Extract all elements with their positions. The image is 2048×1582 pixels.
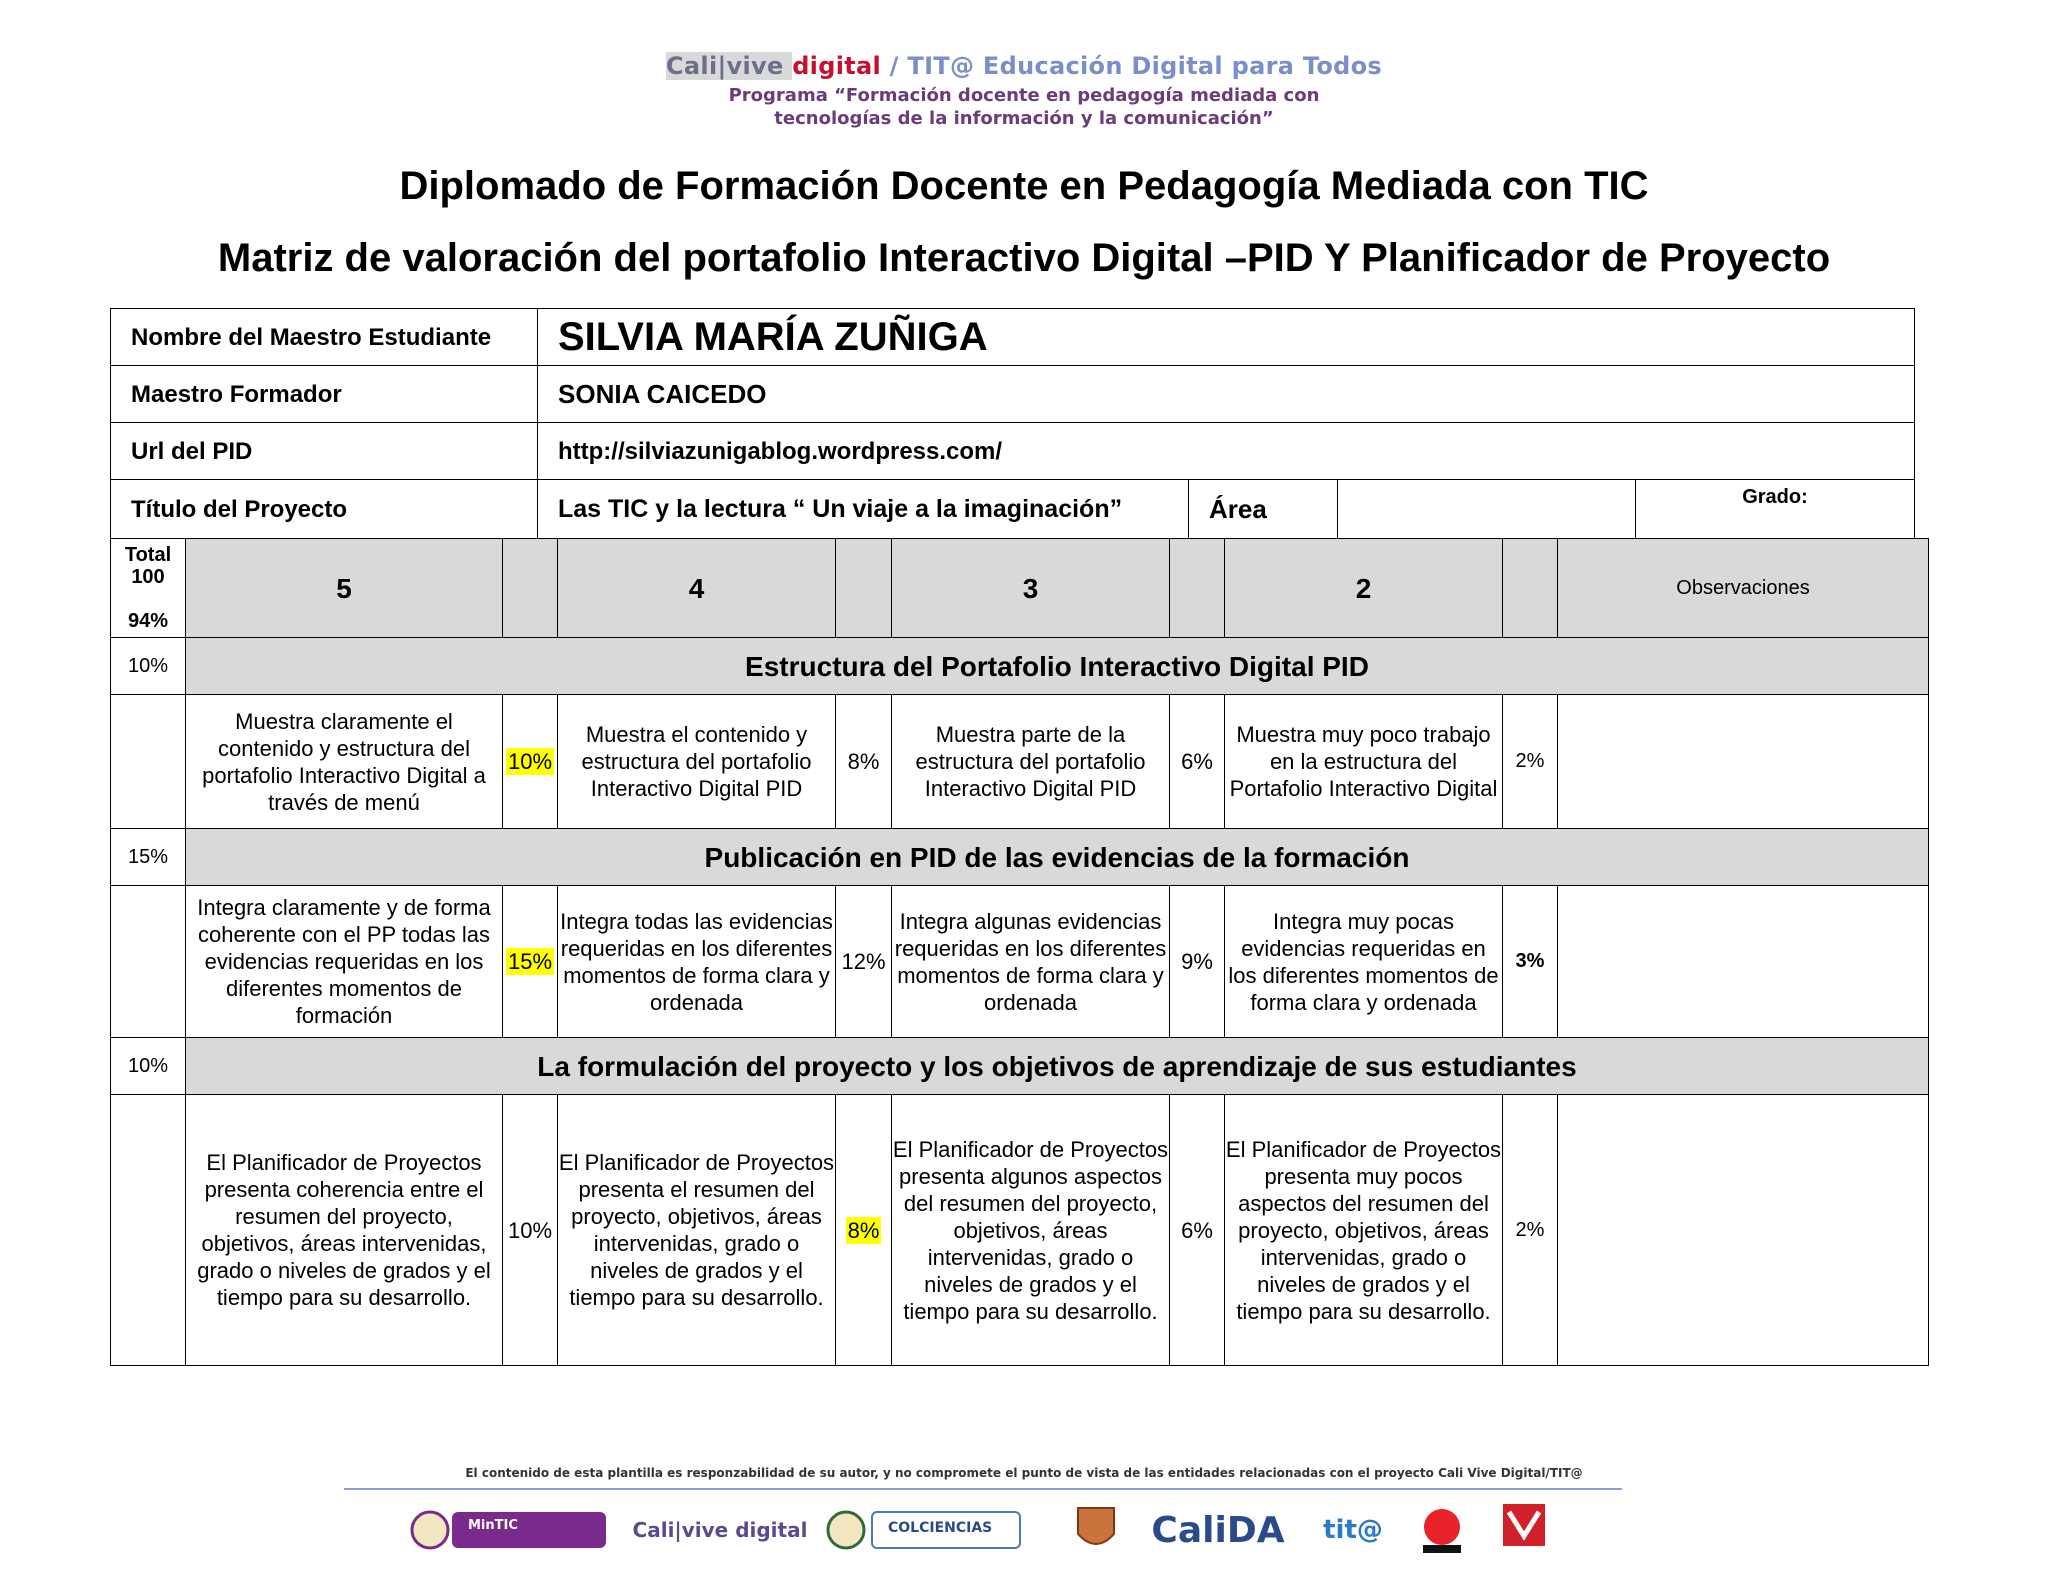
- emcali-logo: [1412, 1500, 1472, 1560]
- observations-cell: [1557, 694, 1929, 829]
- univalle-logo: [1494, 1500, 1554, 1560]
- level-4-header: 4: [557, 538, 836, 638]
- score-level-5: 10%: [502, 1094, 558, 1366]
- descriptor-level-5: Muestra claramente el contenido y estructura del portafolio Interactivo Digital a través de menú: [185, 694, 503, 829]
- brand-name-part1: Cali|vive: [666, 52, 793, 80]
- area-value: [1337, 479, 1636, 539]
- descriptor-level-5: Integra claramente y de forma coherente con el PP todas las evidencias requeridas en los diferentes momentos de formación: [185, 885, 503, 1038]
- mintic-logo: MinTIC: [408, 1500, 608, 1560]
- level-5-score-header: [502, 538, 558, 638]
- program-banner-subtitle: [0, 84, 2048, 130]
- trainer-name: SONIA CAICEDO: [537, 365, 1915, 423]
- score-level-2: 3%: [1502, 885, 1558, 1038]
- section-weight-blank: [110, 1094, 186, 1366]
- alcaldia-logo: [1066, 1500, 1126, 1560]
- total-label: Total: [124, 544, 172, 566]
- student-name: SILVIA MARÍA ZUÑIGA: [537, 308, 1915, 366]
- total-score: 94%: [127, 610, 169, 632]
- colciencias-logo: COLCIENCIAS: [826, 1500, 1022, 1560]
- descriptor-level-5: El Planificador de Proyectos presenta coherencia entre el resumen del proyecto, objetivos, áreas intervenidas, grado o niveles de grados y el tiempo para su desarrollo.: [185, 1094, 503, 1366]
- score-level-4: 12%: [835, 885, 892, 1038]
- section-title: La formulación del proyecto y los objetivos de aprendizaje de sus estudiantes: [185, 1037, 1929, 1095]
- section-weight-blank: [110, 694, 186, 829]
- level-3-score-header: [1169, 538, 1225, 638]
- project-title: Las TIC y la lectura “ Un viaje a la imaginación”: [537, 479, 1189, 539]
- section-weight: 10%: [110, 1037, 186, 1095]
- descriptor-level-4: Muestra el contenido y estructura del portafolio Interactivo Digital PID: [557, 694, 836, 829]
- pid-url: http://silviazunigablog.wordpress.com/: [537, 422, 1915, 480]
- score-level-2: 2%: [1502, 694, 1558, 829]
- descriptor-level-2: Integra muy pocas evidencias requeridas en los diferentes momentos de forma clara y ordenada: [1224, 885, 1503, 1038]
- descriptor-level-3: El Planificador de Proyectos presenta algunos aspectos del resumen del proyecto, objetivos, áreas intervenidas, grado o niveles de grados y el tiempo para su desarrollo.: [891, 1094, 1170, 1366]
- footer-divider: [344, 1488, 1622, 1490]
- program-line-2: tecnologías de la información y la comunicación”: [774, 108, 1274, 129]
- project-label: Título del Proyecto: [110, 479, 538, 539]
- descriptor-level-3: Muestra parte de la estructura del portafolio Interactivo Digital PID: [891, 694, 1170, 829]
- section-weight: 15%: [110, 828, 186, 886]
- program-line-1: Programa “Formación docente en pedagogía mediada con: [728, 85, 1320, 106]
- score-level-5: 15%: [502, 885, 558, 1038]
- level-4-score-header: [835, 538, 892, 638]
- descriptor-level-2: El Planificador de Proyectos presenta muy pocos aspectos del resumen del proyecto, objetivos, áreas intervenidas, grado o niveles de grados y el tiempo para su desarrollo.: [1224, 1094, 1503, 1366]
- trainer-label: Maestro Formador: [110, 365, 538, 423]
- brand-name-part3: / TIT@ Educación Digital para Todos: [881, 52, 1382, 80]
- score-level-4: 8%: [835, 694, 892, 829]
- program-banner-title: [0, 52, 2048, 80]
- section-weight-blank: [110, 885, 186, 1038]
- level-2-score-header: [1502, 538, 1558, 638]
- descriptor-level-2: Muestra muy poco trabajo en la estructura del Portafolio Interactivo Digital: [1224, 694, 1503, 829]
- total-cell: [110, 538, 186, 638]
- section-title: Publicación en PID de las evidencias de la formación: [185, 828, 1929, 886]
- calivive-logo: Cali|vive digital: [632, 1518, 808, 1542]
- score-level-3: 6%: [1169, 694, 1225, 829]
- level-2-header: 2: [1224, 538, 1503, 638]
- score-level-5: 10%: [502, 694, 558, 829]
- footer-disclaimer: El contenido de esta plantilla es responzabilidad de su autor, y no compromete el punto de vista de las entidades relacionadas con el proyecto Cali Vive Digital/TIT@: [465, 1466, 1583, 1480]
- url-label: Url del PID: [110, 422, 538, 480]
- tita-logo: tit@: [1323, 1515, 1383, 1545]
- observations-header: Observaciones: [1557, 538, 1929, 638]
- observations-cell: [1557, 885, 1929, 1038]
- document-subtitle: Matriz de valoración del portafolio Interactivo Digital –PID Y Planificador de Proyecto: [217, 236, 1831, 280]
- level-3-header: 3: [891, 538, 1170, 638]
- observations-cell: [1557, 1094, 1929, 1366]
- score-level-3: 6%: [1169, 1094, 1225, 1366]
- brand-name-part2: digital: [792, 52, 882, 80]
- area-label: Área: [1188, 479, 1338, 539]
- level-5-header: 5: [185, 538, 503, 638]
- student-label: Nombre del Maestro Estudiante: [110, 308, 538, 366]
- descriptor-level-4: El Planificador de Proyectos presenta el resumen del proyecto, objetivos, áreas intervenidas, grado o niveles de grados y el tiempo para su desarrollo.: [557, 1094, 836, 1366]
- score-level-2: 2%: [1502, 1094, 1558, 1366]
- section-title: Estructura del Portafolio Interactivo Digital PID: [185, 637, 1929, 695]
- section-weight: 10%: [110, 637, 186, 695]
- score-level-4: 8%: [835, 1094, 892, 1366]
- descriptor-level-3: Integra algunas evidencias requeridas en los diferentes momentos de forma clara y ordenada: [891, 885, 1170, 1038]
- total-value: 100: [131, 566, 165, 588]
- document-title: Diplomado de Formación Docente en Pedagogía Mediada con TIC: [399, 164, 1649, 208]
- grade-label: Grado:: [1635, 479, 1915, 539]
- descriptor-level-4: Integra todas las evidencias requeridas en los diferentes momentos de forma clara y ordenada: [557, 885, 836, 1038]
- score-level-3: 9%: [1169, 885, 1225, 1038]
- calida-logo: CaliDA: [1151, 1509, 1285, 1551]
